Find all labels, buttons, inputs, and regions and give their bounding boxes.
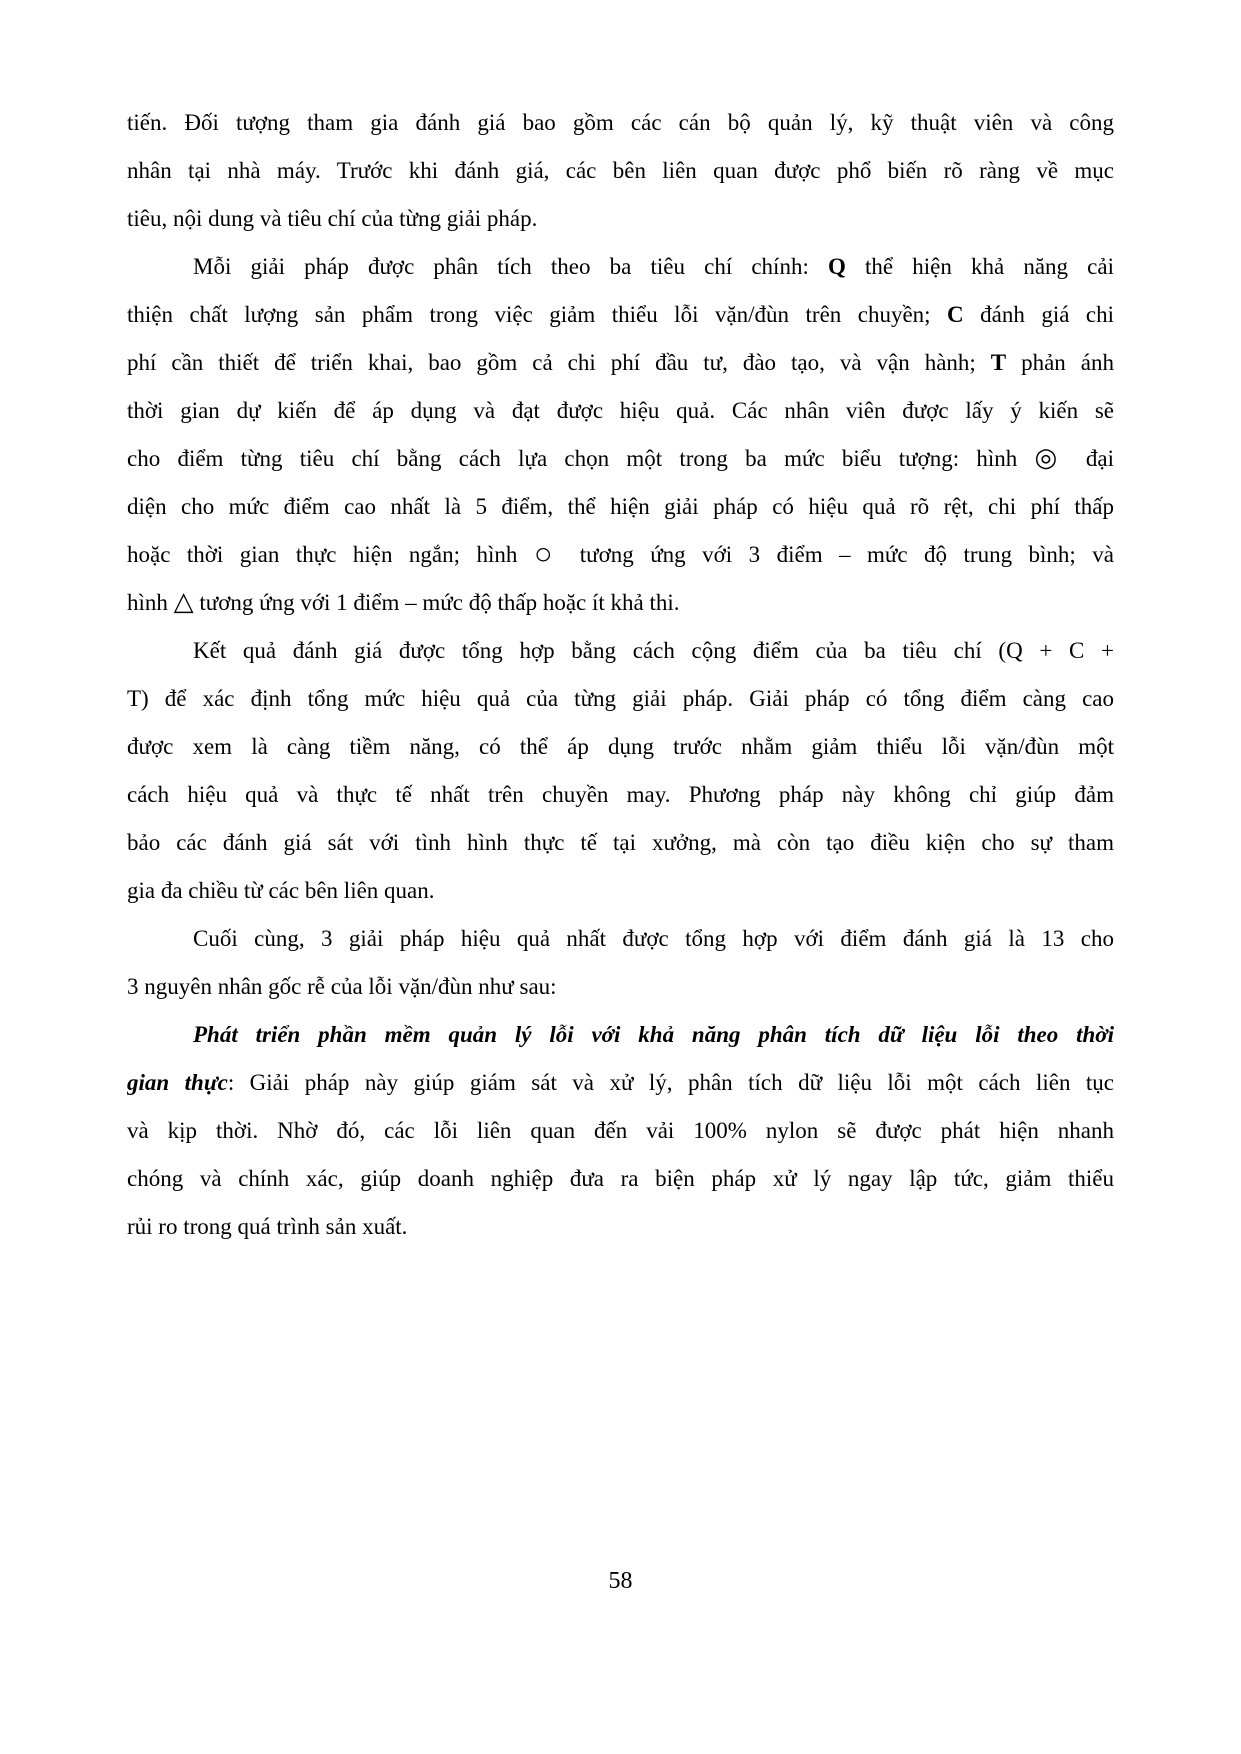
text-run: Mỗi giải pháp được phân tích theo ba tiêu chí chính:: [193, 254, 828, 279]
text-line: [127, 915, 1114, 963]
text-run: Q: [827, 254, 846, 279]
text-run: hình: [127, 590, 174, 615]
text-run: đại: [1068, 446, 1114, 471]
text-line: [127, 99, 1114, 147]
text-run: thể hiện khả năng cải: [845, 254, 1114, 279]
text-run: tương ứng với 3 điểm – mức độ trung bình; và: [563, 542, 1114, 567]
text-line: [127, 1011, 1114, 1059]
text-run: C: [947, 302, 964, 327]
paragraph: [127, 627, 1114, 915]
text-line: [127, 579, 1114, 627]
text-run: thiện chất lượng sản phẩm trong việc giảm thiểu lỗi vặn/đùn trên chuyền;: [127, 302, 948, 327]
text-run: 3 nguyên nhân gốc rễ của lỗi vặn/đùn như sau:: [127, 974, 557, 999]
paragraph: [127, 99, 1114, 243]
text-line: [127, 1155, 1114, 1203]
text-line: [127, 243, 1114, 291]
rating-symbol-icon: ◎: [1034, 443, 1069, 472]
text-line: [127, 531, 1114, 579]
text-line: [127, 291, 1114, 339]
text-run: rủi ro trong quá trình sản xuất.: [127, 1214, 408, 1239]
text-run: đánh giá chi: [963, 302, 1114, 327]
text-run: nhân tại nhà máy. Trước khi đánh giá, các bên liên quan được phổ biến rõ ràng về mục: [127, 158, 1114, 183]
text-line: [127, 435, 1114, 483]
text-line: [127, 147, 1114, 195]
text-run: T) để xác định tổng mức hiệu quả của từng giải pháp. Giải pháp có tổng điểm càng cao: [127, 686, 1114, 711]
text-line: [127, 675, 1114, 723]
text-run: tương ứng với 1 điểm – mức độ thấp hoặc ít khả thi.: [193, 590, 680, 615]
text-run: tiến. Đối tượng tham gia đánh giá bao gồm các cán bộ quản lý, kỹ thuật viên và công: [127, 110, 1114, 135]
text-run: T: [990, 350, 1007, 375]
text-line: [127, 195, 1114, 243]
text-line: [127, 819, 1114, 867]
paragraph: [127, 1011, 1114, 1251]
text-line: [127, 1107, 1114, 1155]
text-line: [127, 1203, 1114, 1251]
text-run: gia đa chiều từ các bên liên quan.: [127, 878, 435, 903]
text-line: [127, 483, 1114, 531]
text-run: Cuối cùng, 3 giải pháp hiệu quả nhất được tổng hợp với điểm đánh giá là 13 cho: [193, 926, 1114, 951]
text-run: chóng và chính xác, giúp doanh nghiệp đưa ra biện pháp xử lý ngay lập tức, giảm thiểu: [127, 1166, 1114, 1191]
paragraph: [127, 915, 1114, 1011]
text-run: hoặc thời gian thực hiện ngắn; hình: [127, 542, 534, 567]
text-run: thời gian dự kiến để áp dụng và đạt được hiệu quả. Các nhân viên được lấy ý kiến sẽ: [127, 398, 1114, 423]
text-run: phản ánh: [1006, 350, 1114, 375]
text-run: được xem là càng tiềm năng, có thể áp dụng trước nhằm giảm thiểu lỗi vặn/đùn một: [127, 734, 1114, 759]
text-run: cách hiệu quả và thực tế nhất trên chuyền may. Phương pháp này không chỉ giúp đảm: [127, 782, 1114, 807]
text-run: phí cần thiết để triển khai, bao gồm cả chi phí đầu tư, đào tạo, và vận hành;: [127, 350, 991, 375]
text-run: bảo các đánh giá sát với tình hình thực tế tại xưởng, mà còn tạo điều kiện cho sự tham: [127, 830, 1114, 855]
text-run: diện cho mức điểm cao nhất là 5 điểm, thể hiện giải pháp có hiệu quả rõ rệt, chi phí thấp: [127, 494, 1114, 519]
rating-symbol-icon: ○: [533, 536, 564, 571]
text-line: [127, 771, 1114, 819]
text-line: [127, 867, 1114, 915]
text-line: [127, 339, 1114, 387]
text-line: [127, 627, 1114, 675]
page-number: 58: [608, 1568, 633, 1594]
text-line: [127, 1059, 1114, 1107]
text-line: [127, 723, 1114, 771]
text-run: Phát triển phần mềm quản lý lỗi với khả năng phân tích dữ liệu lỗi theo thời: [193, 1022, 1114, 1047]
text-run: tiêu, nội dung và tiêu chí của từng giải pháp.: [127, 206, 538, 231]
text-run: Kết quả đánh giá được tổng hợp bằng cách cộng điểm của ba tiêu chí (Q + C +: [193, 638, 1114, 663]
text-run: : Giải pháp này giúp giám sát và xử lý, phân tích dữ liệu lỗi một cách liên tục: [227, 1070, 1114, 1095]
text-run: và kịp thời. Nhờ đó, các lỗi liên quan đến vải 100% nylon sẽ được phát hiện nhanh: [127, 1118, 1114, 1143]
paragraph: [127, 243, 1114, 627]
text-run: gian thực: [127, 1070, 228, 1095]
text-line: [127, 963, 1114, 1011]
text-run: cho điểm từng tiêu chí bằng cách lựa chọn một trong ba mức biểu tượng: hình: [127, 446, 1035, 471]
page-footer: [0, 1566, 1241, 1596]
document-body: [127, 99, 1114, 1251]
text-line: [127, 387, 1114, 435]
rating-symbol-icon: △: [173, 587, 194, 616]
